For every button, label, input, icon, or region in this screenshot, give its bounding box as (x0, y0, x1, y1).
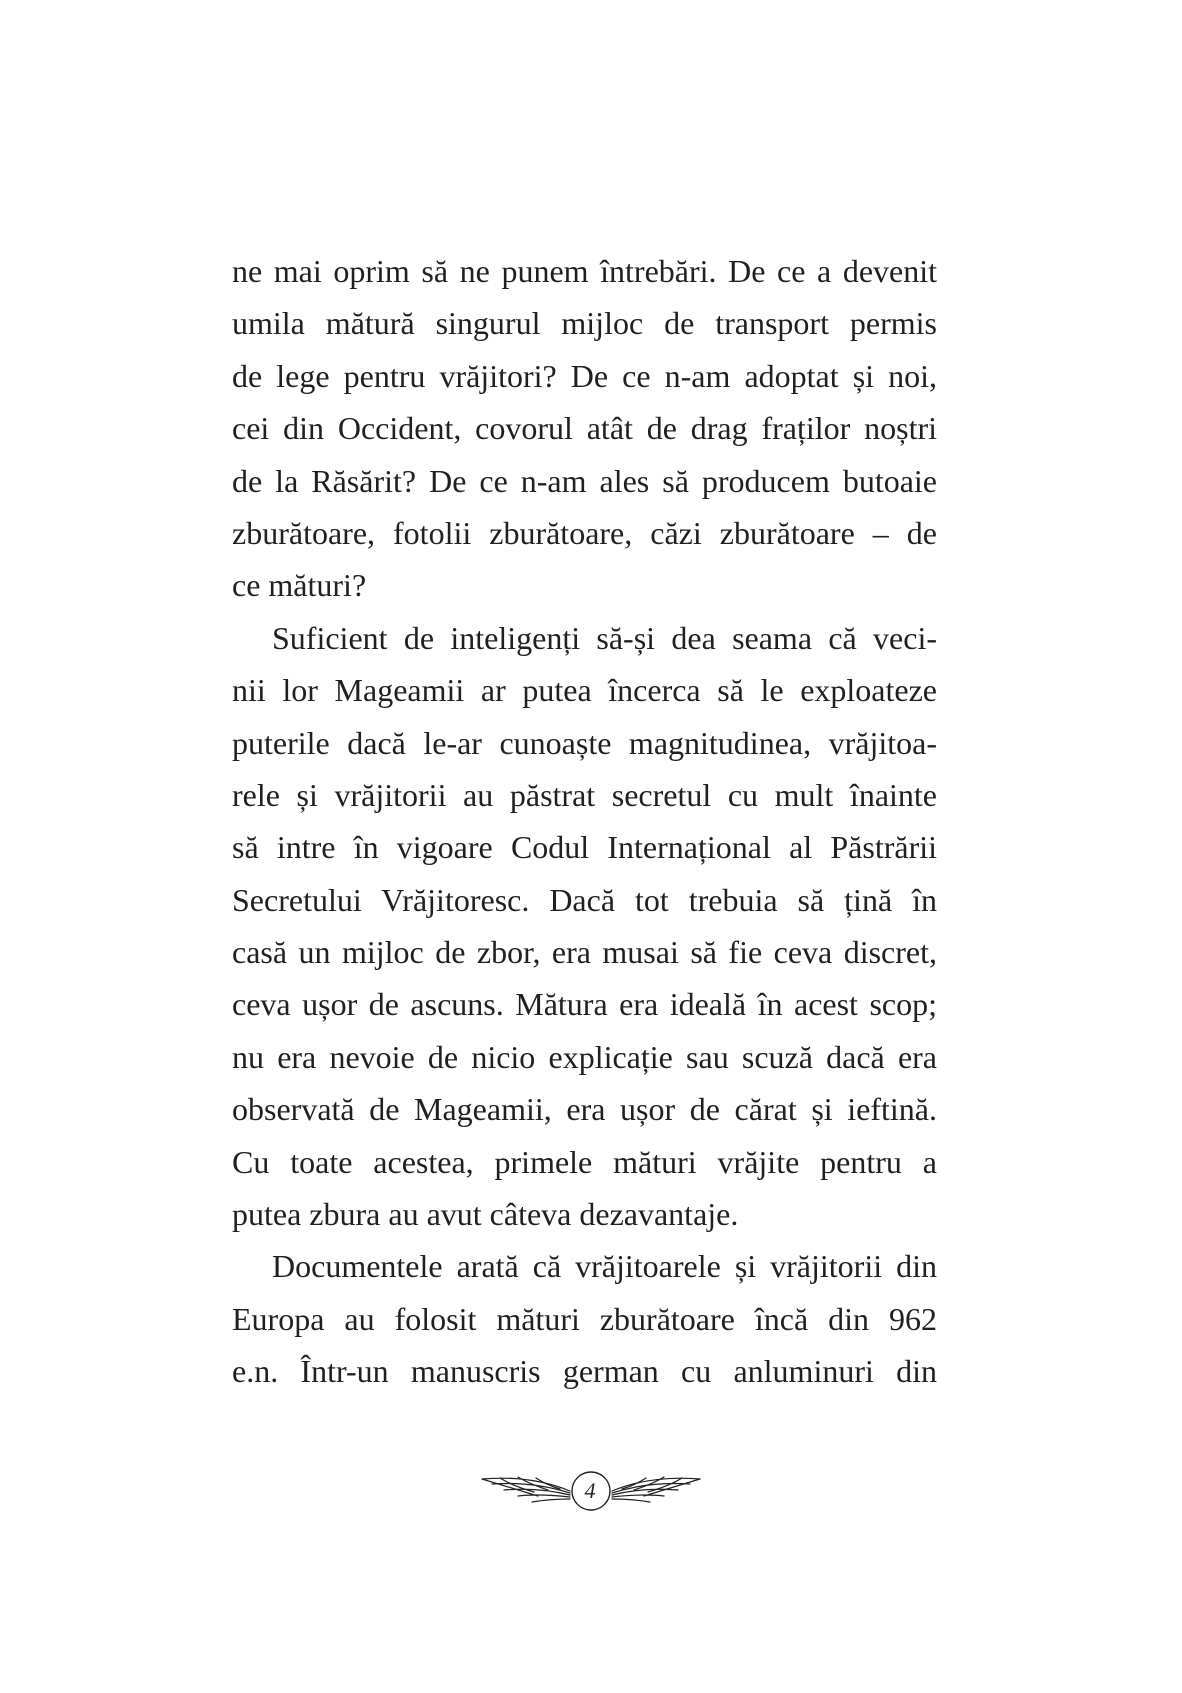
text-line: să intre în vigoare Codul Internațional al Păstrării (232, 829, 937, 866)
page-folio (478, 1462, 704, 1520)
text-line: Cu toate acestea, primele mături vrăjite pentru a (232, 1143, 937, 1180)
text-line: ce mături? (232, 567, 367, 604)
text-line: putea zbura au avut câteva dezavantaje. (232, 1196, 739, 1233)
text-line: de lege pentru vrăjitori? De ce n-am adoptat și noi, (232, 357, 937, 394)
text-line: Secretului Vrăjitoresc. Dacă tot trebuia să țină în (232, 881, 937, 918)
text-line: zburătoare, fotolii zburătoare, căzi zburătoare – de (232, 514, 937, 551)
text-line: puterile dacă le-ar cunoaște magnitudinea, vrăjitoa- (232, 724, 937, 761)
text-line: umila mătură singurul mijloc de transport permis (232, 305, 937, 342)
body-text (232, 245, 937, 1398)
text-line: ceva ușor de ascuns. Mătura era ideală în acest scop; (232, 986, 937, 1023)
text-line: Europa au folosit mături zburătoare încă din 962 (232, 1300, 937, 1337)
text-line: e.n. Într-un manuscris german cu anluminuri din (232, 1353, 937, 1390)
text-line: rele și vrăjitorii au păstrat secretul cu mult înainte (232, 776, 937, 813)
text-line: cei din Occident, covorul atât de drag fraților noștri (232, 410, 937, 447)
text-line: ne mai oprim să ne punem întrebări. De ce a devenit (232, 253, 937, 289)
text-line: Documentele arată că vrăjitoarele și vrăjitorii din (272, 1248, 937, 1285)
text-line: de la Răsărit? De ce n-am ales să producem butoaie (232, 462, 937, 499)
page-number: 4 (584, 1478, 596, 1503)
text-line: nii lor Mageamii ar putea încerca să le exploateze (232, 672, 937, 709)
text-line: nu era nevoie de nicio explicație sau scuză dacă era (232, 1038, 937, 1075)
text-line: casă un mijloc de zbor, era musai să fie ceva discret, (232, 934, 937, 971)
text-line: observată de Mageamii, era ușor de cărat și ieftină. (232, 1091, 937, 1128)
text-line: Suficient de inteligenți să-și dea seama că veci- (272, 619, 937, 656)
